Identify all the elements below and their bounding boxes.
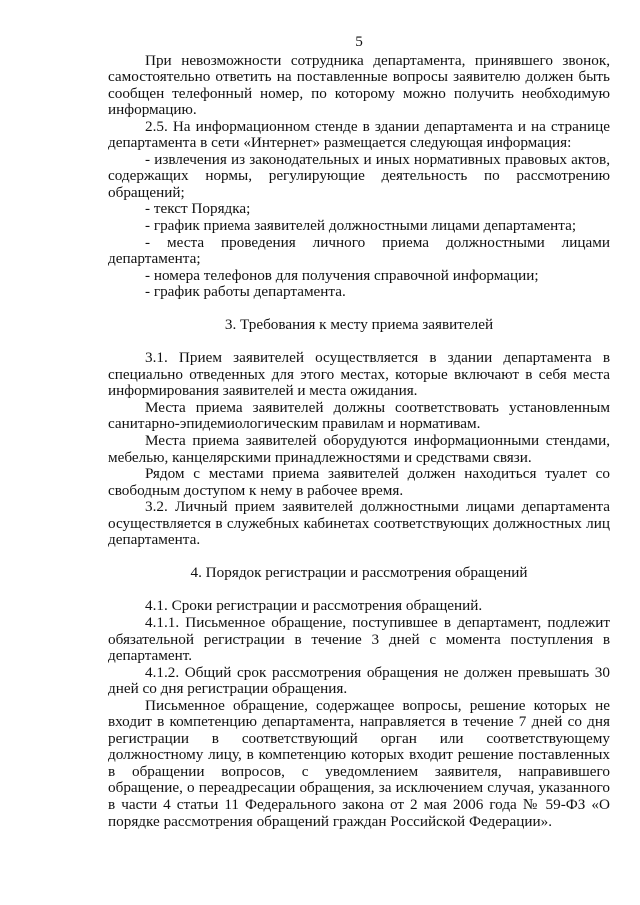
paragraph-4-1-2: 4.1.2. Общий срок рассмотрения обращения не должен превышать 30 дней со дня регистрации обращения. [108,663,610,698]
list-item-phone-numbers: - номера телефонов для получения справочной информации; [145,266,539,284]
document-page [108,34,610,830]
paragraph-4-1: 4.1. Сроки регистрации и рассмотрения обращений. [145,597,483,615]
paragraph-restroom: Рядом с местами приема заявителей должен находиться туалет со свободным доступом к нему в рабочее время. [108,465,610,499]
paragraph-equipment: Места приема заявителей оборудуются информационными стендами, мебелью, канцелярскими принадлежностями и средствами связи. [108,432,610,466]
paragraph-3-1: 3.1. Прием заявителей осуществляется в здании департамента в специально отведенных для этого местах, которые включают в себя места информирования заявителей и места ожидания. [108,349,610,400]
paragraph-4-1-1: 4.1.1. Письменное обращение, поступившее в департамент, подлежит обязательной регистрации в течение 3 дней с момента поступления в департамент. [108,613,610,665]
list-item-procedure-text: - текст Порядка; [145,200,251,218]
list-item-legal-extracts: - извлечения из законодательных и иных нормативных правовых актов, содержащих нормы, регулирующие деятельность по рассмотрению обращений; [108,150,610,201]
section-heading-3: 3. Требования к месту приема заявителей [224,315,494,333]
page-number: 5 [355,33,363,50]
list-item-reception-places: - места проведения личного приема должностными лицами департамента; [108,233,610,268]
paragraph-sanitary-rules: Места приема заявителей должны соответствовать установленным санитарно-эпидемиологическим правилам и нормативам. [108,398,610,433]
section-heading-4: 4. Порядок регистрации и рассмотрения обращений [190,563,528,581]
paragraph-redirect: Письменное обращение, содержащее вопросы, решение которых не входит в компетенцию департамента, направляется в течение 7 дней со дня регистрации в соответствующий орган или соответствующему должностному лицу, в компетенцию которых входит решение поставленных в обращении вопросов, с уведомлением заявителя, направившего обращение, о переадресации обращения, за исключением случая, указанного в части 4 статьи 11 Федерального закона от 2 мая 2006 года № 59-ФЗ «О порядке рассмотрения обращений граждан Российской Федерации». [108,696,610,830]
paragraph-inability-answer: При невозможности сотрудника департамента, принявшего звонок, самостоятельно ответить на поставленные вопросы заявителю должен быть сообщен телефонный номер, по которому можно получить необходимую информацию. [108,51,610,119]
paragraph-2-5: 2.5. На информационном стенде в здании департамента и на странице департамента в сети «Интернет» размещается следующая информация: [108,117,610,152]
list-item-reception-schedule: - график приема заявителей должностными лицами департамента; [145,217,577,235]
paragraph-3-2: 3.2. Личный прием заявителей должностными лицами департамента осуществляется в служебных кабинетах соответствующих должностных лиц департамента. [108,498,610,549]
list-item-work-schedule: - график работы департамента. [145,283,346,301]
